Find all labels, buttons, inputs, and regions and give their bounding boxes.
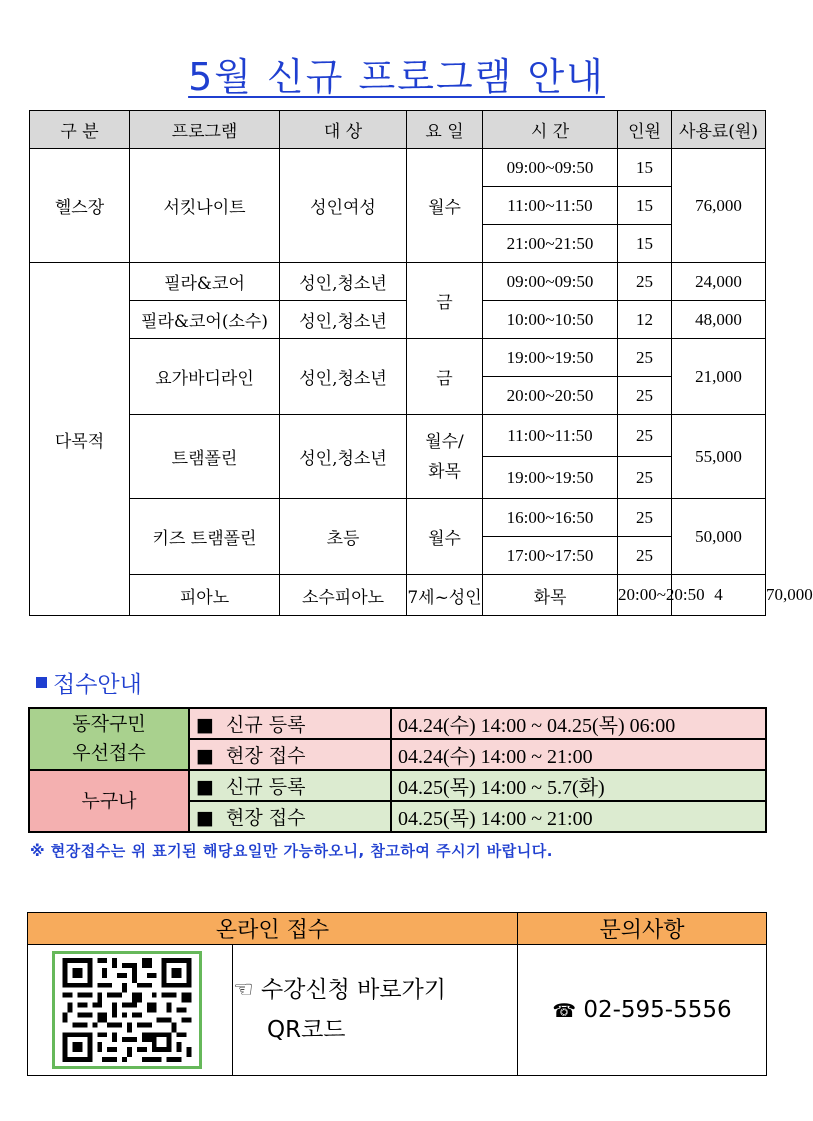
table-row xyxy=(30,339,766,377)
fee-cell: 55,000 xyxy=(672,415,766,499)
square-bullet-icon: ■ xyxy=(196,807,214,829)
qr-link[interactable] xyxy=(233,970,517,1010)
time-cell: 20:00~20:50 xyxy=(483,377,618,415)
time-cell: 17:00~17:50 xyxy=(483,537,618,575)
qr-code-label: QR코드 xyxy=(267,1017,346,1043)
registration-table xyxy=(28,707,767,833)
type-label: 신규 등록 xyxy=(226,776,306,798)
fee-cell: 24,000 xyxy=(672,263,766,301)
capacity-cell: 15 xyxy=(618,149,672,187)
header-time: 시 간 xyxy=(483,111,618,149)
fee-cell: 76,000 xyxy=(672,149,766,263)
program-cell: 트램폴린 xyxy=(130,415,280,499)
capacity-cell: 25 xyxy=(618,377,672,415)
capacity-cell: 25 xyxy=(618,415,672,457)
table-row xyxy=(30,263,766,301)
target-cell: 초등 xyxy=(280,499,407,575)
capacity-cell: 25 xyxy=(618,263,672,301)
category-cell: 다목적 xyxy=(30,263,130,616)
days-cell: 금 xyxy=(407,339,483,415)
table-row: 피아노 소수피아노 7세~성인 화목 20:00~20:50 4 70,000 xyxy=(30,575,766,616)
program-cell: 서킷나이트 xyxy=(130,149,280,263)
days-line: 월수/ xyxy=(425,431,464,452)
table-row xyxy=(29,708,766,739)
table-row xyxy=(30,301,766,339)
table-row xyxy=(30,499,766,537)
square-bullet-icon xyxy=(36,677,47,688)
time-cell: 09:00~09:50 xyxy=(483,149,618,187)
registration-heading: 접수안내 xyxy=(36,666,142,699)
square-bullet-icon: ■ xyxy=(196,714,214,736)
table-row xyxy=(28,945,767,1076)
registration-period: 04.25(목) 14:00 ~ 21:00 xyxy=(391,801,766,832)
registration-period: 04.24(수) 14:00 ~ 21:00 xyxy=(391,739,766,770)
capacity-cell: 15 xyxy=(618,225,672,263)
capacity-cell: 25 xyxy=(618,457,672,499)
type-label: 신규 등록 xyxy=(226,714,306,736)
group-label-anyone: 누구나 xyxy=(29,770,189,832)
fee-cell: 50,000 xyxy=(672,499,766,575)
capacity-cell: 25 xyxy=(618,499,672,537)
days-line: 화목 xyxy=(428,461,461,482)
category-cell: 피아노 xyxy=(130,575,280,616)
contact-cell xyxy=(518,945,767,1076)
capacity-cell: 4 xyxy=(672,575,766,616)
time-cell: 20:00~20:50 xyxy=(618,575,672,616)
target-cell: 성인여성 xyxy=(280,149,407,263)
registration-period: 04.24(수) 14:00 ~ 04.25(목) 06:00 xyxy=(391,708,766,739)
registration-type xyxy=(189,708,391,739)
registration-type xyxy=(189,739,391,770)
header-category: 구 분 xyxy=(30,111,130,149)
phone-number[interactable]: 02-595-5556 xyxy=(583,997,732,1023)
program-cell: 필라&코어(소수) xyxy=(130,301,280,339)
header-fee: 사용료(원) xyxy=(672,111,766,149)
days-cell: 월수 xyxy=(407,499,483,575)
table-row xyxy=(30,415,766,457)
registration-note: ※ 현장접수는 위 표기된 해당요일만 가능하오니, 참고하여 주시기 바랍니다. xyxy=(30,842,553,860)
registration-type xyxy=(189,770,391,801)
time-cell: 10:00~10:50 xyxy=(483,301,618,339)
capacity-cell: 25 xyxy=(618,339,672,377)
header-days: 요 일 xyxy=(407,111,483,149)
phone-icon: ☎ xyxy=(552,1000,577,1022)
pointing-hand-icon: ☜ xyxy=(233,977,254,1003)
table-header-row xyxy=(30,111,766,149)
target-cell: 성인,청소년 xyxy=(280,263,407,301)
qr-cell xyxy=(28,945,233,1076)
table-row xyxy=(29,770,766,801)
header-capacity: 인원 xyxy=(618,111,672,149)
days-cell: 금 xyxy=(407,263,483,339)
group-label-line: 동작구민 xyxy=(72,713,146,735)
qr-link-cell xyxy=(233,945,518,1076)
header-program: 프로그램 xyxy=(130,111,280,149)
days-cell xyxy=(407,415,483,499)
program-cell: 키즈 트램폴린 xyxy=(130,499,280,575)
type-label: 현장 접수 xyxy=(226,745,306,767)
time-cell: 11:00~11:50 xyxy=(483,187,618,225)
time-cell: 09:00~09:50 xyxy=(483,263,618,301)
qr-code-frame[interactable] xyxy=(52,951,202,1069)
program-table xyxy=(29,110,813,616)
square-bullet-icon: ■ xyxy=(196,776,214,798)
capacity-cell: 15 xyxy=(618,187,672,225)
table-row xyxy=(30,149,766,187)
table-header-row xyxy=(28,913,767,945)
capacity-cell: 25 xyxy=(618,537,672,575)
registration-type xyxy=(189,801,391,832)
time-cell: 19:00~19:50 xyxy=(483,457,618,499)
square-bullet-icon: ■ xyxy=(196,745,214,767)
online-header: 온라인 접수 xyxy=(28,913,518,945)
time-cell: 11:00~11:50 xyxy=(483,415,618,457)
target-cell: 성인,청소년 xyxy=(280,301,407,339)
header-target: 대 상 xyxy=(280,111,407,149)
days-cell: 월수 xyxy=(407,149,483,263)
target-cell: 7세~성인 xyxy=(407,575,483,616)
time-cell: 16:00~16:50 xyxy=(483,499,618,537)
capacity-cell: 12 xyxy=(618,301,672,339)
qr-link-label: 수강신청 바로가기 xyxy=(260,977,446,1003)
group-label-priority xyxy=(29,708,189,770)
contact-header: 문의사항 xyxy=(518,913,767,945)
target-cell: 성인,청소년 xyxy=(280,339,407,415)
type-label: 현장 접수 xyxy=(226,807,306,829)
qr-code-icon[interactable] xyxy=(62,958,192,1062)
group-label-line: 우선접수 xyxy=(72,742,146,764)
fee-cell: 21,000 xyxy=(672,339,766,415)
time-cell: 21:00~21:50 xyxy=(483,225,618,263)
time-cell: 19:00~19:50 xyxy=(483,339,618,377)
program-cell: 필라&코어 xyxy=(130,263,280,301)
days-cell: 화목 xyxy=(483,575,618,616)
registration-period: 04.25(목) 14:00 ~ 5.7(화) xyxy=(391,770,766,801)
fee-cell: 48,000 xyxy=(672,301,766,339)
program-cell: 요가바디라인 xyxy=(130,339,280,415)
target-cell: 성인,청소년 xyxy=(280,415,407,499)
program-cell: 소수피아노 xyxy=(280,575,407,616)
online-registration-table xyxy=(27,912,767,1076)
page-title: 5월 신규 프로그램 안내 xyxy=(188,55,605,99)
category-cell: 헬스장 xyxy=(30,149,130,263)
